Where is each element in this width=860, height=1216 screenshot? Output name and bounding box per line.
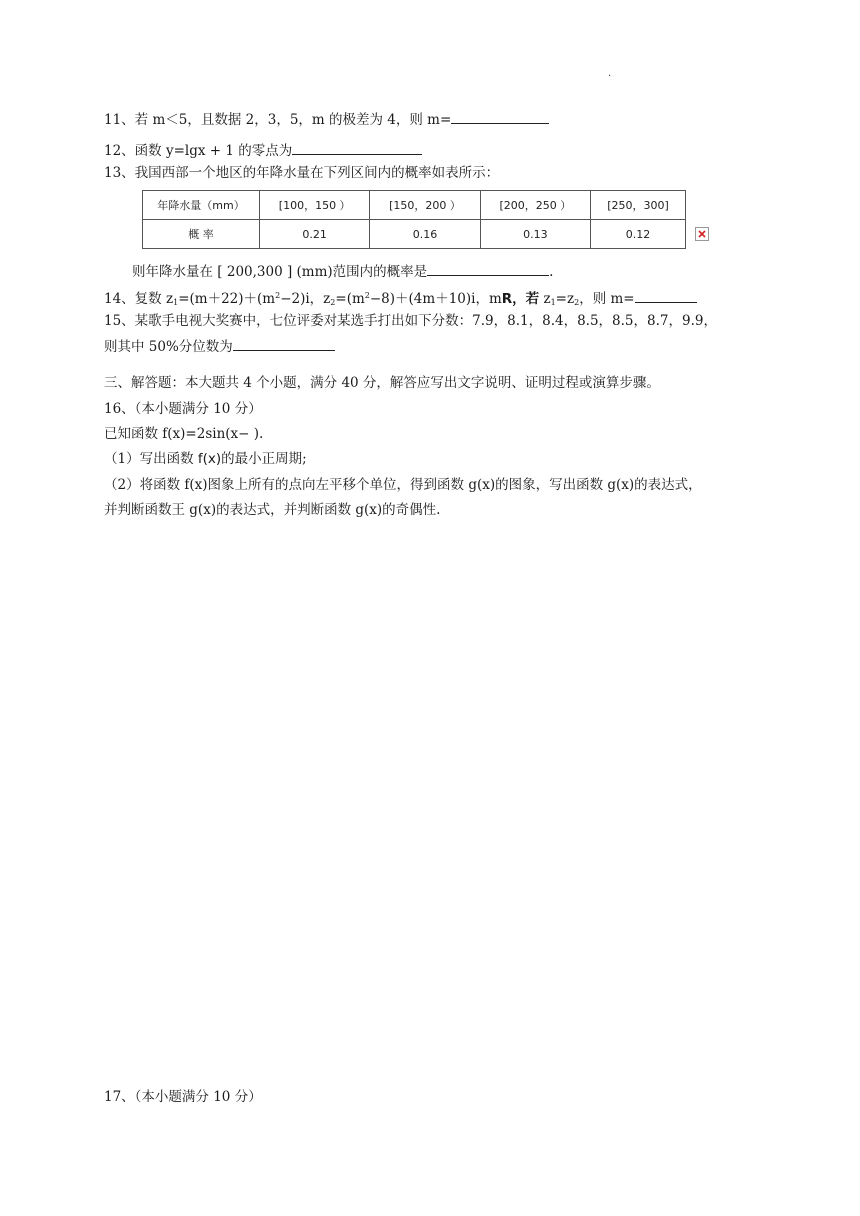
section-3-text: 三、解答题：本大题共 4 个小题，满分 40 分，解答应写出文字说明、证明过程或演算步骤。 (104, 375, 660, 391)
page-marker-dot: . (608, 68, 612, 79)
q14-text-g: z (539, 291, 551, 307)
answer-blank-13[interactable] (427, 261, 549, 276)
q16-part1-text-a: （1）写出函数 (104, 451, 198, 467)
table-header-rainfall: 年降水量（mm） (143, 191, 260, 220)
question-13-followup-text: 则年降水量在 [ 200,300 ] (mm)范围内的概率是 (132, 264, 428, 280)
question-15-line-2 (104, 336, 335, 356)
question-17-title (104, 1088, 262, 1106)
table-cell-probability: 0.13 (480, 220, 590, 249)
q16-part2-line-1: （2）将函数 f(x)图象上所有的点向左平移个单位，得到函数 g(x)的图象，写出函数 g(x)的表达式， (104, 477, 702, 493)
question-15-text: 15、某歌手电视大奖赛中，七位评委对某选手打出如下分数：7.9，8.1，8.4，8.5，8.5，8.7，9.9， (104, 313, 717, 329)
table-cell-interval: [100，150 ） (260, 191, 370, 220)
q14-text-b: =(m＋22)＋(m (178, 291, 276, 307)
q14-text-d: =(m (335, 291, 365, 307)
q14-text-f: R，若 (501, 291, 540, 307)
table-row-probabilities (143, 220, 686, 249)
q14-sub-1: 1 (173, 298, 179, 307)
question-15-text-2: 则其中 50%分位数为 (104, 339, 233, 355)
answer-blank-11[interactable] (451, 109, 549, 124)
question-16-part-2-cont (104, 501, 440, 519)
q14-sub-2: 2 (330, 298, 336, 307)
table-cell-interval: [250，300] (591, 191, 686, 220)
question-13-text: 13、我国西部一个地区的年降水量在下列区间内的概率如表所示： (104, 165, 500, 181)
question-12-text: 12、函数 y=lgx + 1 的零点为 (104, 143, 293, 159)
answer-blank-15[interactable] (233, 336, 335, 351)
section-3-heading (104, 374, 660, 392)
question-16-given (104, 425, 263, 443)
table-header-probability: 概 率 (143, 220, 260, 249)
question-13-period: . (549, 264, 554, 280)
q14-sub-4: 2 (574, 298, 580, 307)
question-15-line-1 (104, 312, 717, 330)
answer-blank-14[interactable] (635, 288, 697, 303)
table-cell-probability: 0.21 (260, 220, 370, 249)
answer-blank-12[interactable] (292, 140, 422, 155)
question-16-part-2 (104, 476, 702, 494)
question-13 (104, 164, 499, 182)
q14-text-e: −8)＋(4m＋10)i，m (369, 291, 502, 307)
question-16-title-text: 16、（本小题满分 10 分） (104, 401, 262, 417)
question-17-title-text: 17、（本小题满分 10 分） (104, 1089, 262, 1105)
q16-part1-fx: f(x) (197, 451, 222, 467)
rainfall-probability-table (142, 190, 686, 249)
q14-sub-3: 1 (550, 298, 556, 307)
q16-part2-line-2: 并判断函数王 g(x)的表达式，并判断函数 g(x)的奇偶性. (104, 502, 441, 518)
broken-image-icon (695, 227, 709, 241)
close-x-icon (698, 230, 706, 238)
question-13-followup (132, 261, 553, 281)
q14-text-i: ，则 m= (579, 291, 635, 307)
q14-text-h: =z (555, 291, 575, 307)
table-cell-interval: [150，200 ） (370, 191, 480, 220)
q14-text-a: 14、复数 z (104, 291, 174, 307)
q14-sup-1: 2 (275, 291, 281, 300)
q16-part1-text-c: 的最小正周期; (221, 451, 307, 467)
question-16-given-text: 已知函数 f(x)=2sin(x− ). (104, 426, 264, 442)
q14-sup-2: 2 (364, 291, 370, 300)
question-14 (104, 287, 697, 312)
table-cell-interval: [200，250 ） (480, 191, 590, 220)
q14-text-c: −2)i，z (280, 291, 331, 307)
question-16-part-1 (104, 450, 307, 468)
table-row-intervals (143, 191, 686, 220)
question-11-text: 11、若 m＜5，且数据 2，3，5，m 的极差为 4，则 m= (104, 112, 452, 128)
question-11 (104, 109, 549, 129)
table-cell-probability: 0.16 (370, 220, 480, 249)
question-12 (104, 140, 422, 160)
table-cell-probability: 0.12 (591, 220, 686, 249)
question-16-title (104, 400, 262, 418)
